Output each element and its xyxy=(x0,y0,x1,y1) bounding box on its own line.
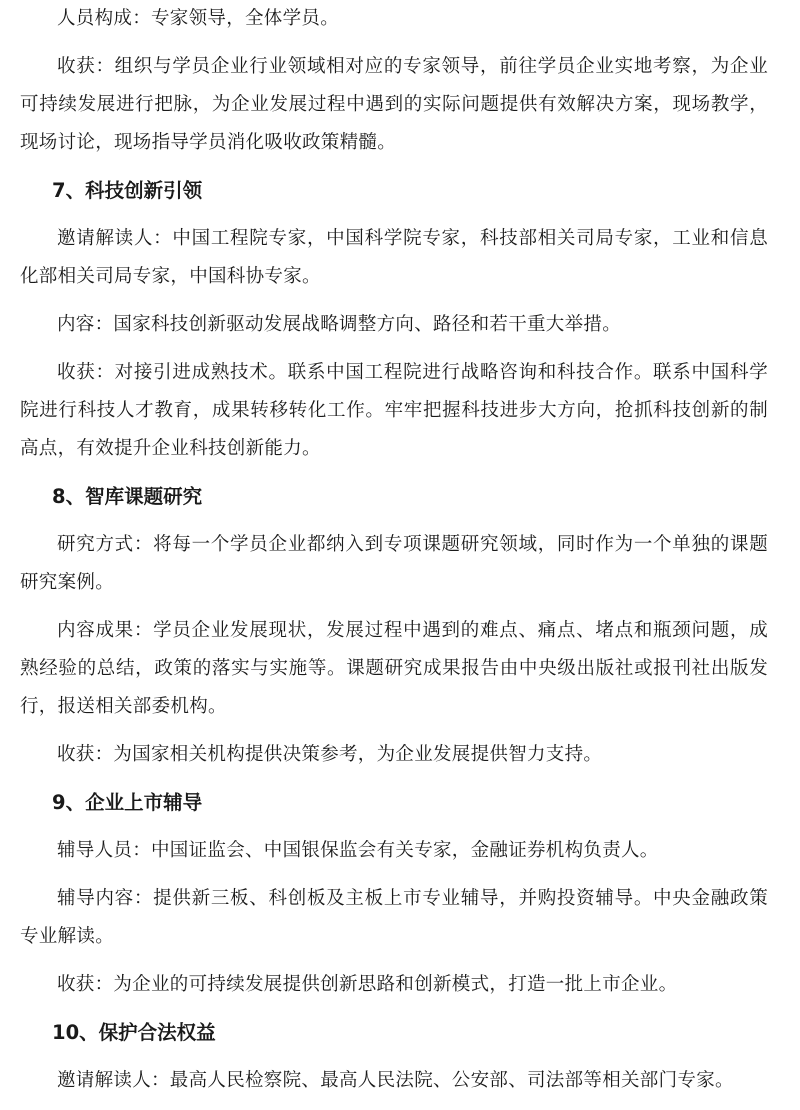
paragraph-s9-content: 辅导内容：提供新三板、科创板及主板上市专业辅导，并购投资辅导。中央金融政策专业解读。 xyxy=(20,888,768,947)
paragraph-s7-content: 内容：国家科技创新驱动发展战略调整方向、路径和若干重大举措。 xyxy=(57,314,622,335)
paragraph-s8-gain: 收获：为国家相关机构提供决策参考，为企业发展提供智力支持。 xyxy=(57,744,603,765)
paragraph-s7-gain: 收获：对接引进成熟技术。联系中国工程院进行战略咨询和科技合作。联系中国科学院进行科技人才教育，成果转移转化工作。牢牢把握科技进步大方向，抢抓科技创新的制高点，有效提升企业科技创新能力。 xyxy=(20,362,768,459)
paragraph-s7-speakers: 邀请解读人：中国工程院专家，中国科学院专家，科技部相关司局专家，工业和信息化部相关司局专家，中国科协专家。 xyxy=(20,228,768,287)
document-body xyxy=(20,0,768,1110)
paragraph-s9-mentors: 辅导人员：中国证监会、中国银保监会有关专家，金融证券机构负责人。 xyxy=(57,840,659,861)
section-heading-8: 8、智库课题研究 xyxy=(52,485,203,508)
paragraph-personnel: 人员构成：专家领导，全体学员。 xyxy=(57,8,340,29)
paragraph-gain: 收获：组织与学员企业行业领域相对应的专家领导，前往学员企业实地考察，为企业可持续发展进行把脉，为企业发展过程中遇到的实际问题提供有效解决方案，现场教学，现场讨论，现场指导学员消化吸收政策精髓。 xyxy=(20,56,768,153)
paragraph-s10-speakers: 邀请解读人：最高人民检察院、最高人民法院、公安部、司法部等相关部门专家。 xyxy=(57,1070,734,1091)
section-heading-10: 10、保护合法权益 xyxy=(52,1021,216,1044)
paragraph-s8-results: 内容成果：学员企业发展现状，发展过程中遇到的难点、痛点、堵点和瓶颈问题，成熟经验的总结，政策的落实与实施等。课题研究成果报告由中央级出版社或报刊社出版发行，报送相关部委机构。 xyxy=(20,620,768,717)
paragraph-s8-method: 研究方式：将每一个学员企业都纳入到专项课题研究领域，同时作为一个单独的课题研究案例。 xyxy=(20,534,768,593)
paragraph-s9-gain: 收获：为企业的可持续发展提供创新思路和创新模式，打造一批上市企业。 xyxy=(57,974,678,995)
section-heading-7: 7、科技创新引领 xyxy=(52,179,203,202)
section-heading-9: 9、企业上市辅导 xyxy=(52,791,203,814)
